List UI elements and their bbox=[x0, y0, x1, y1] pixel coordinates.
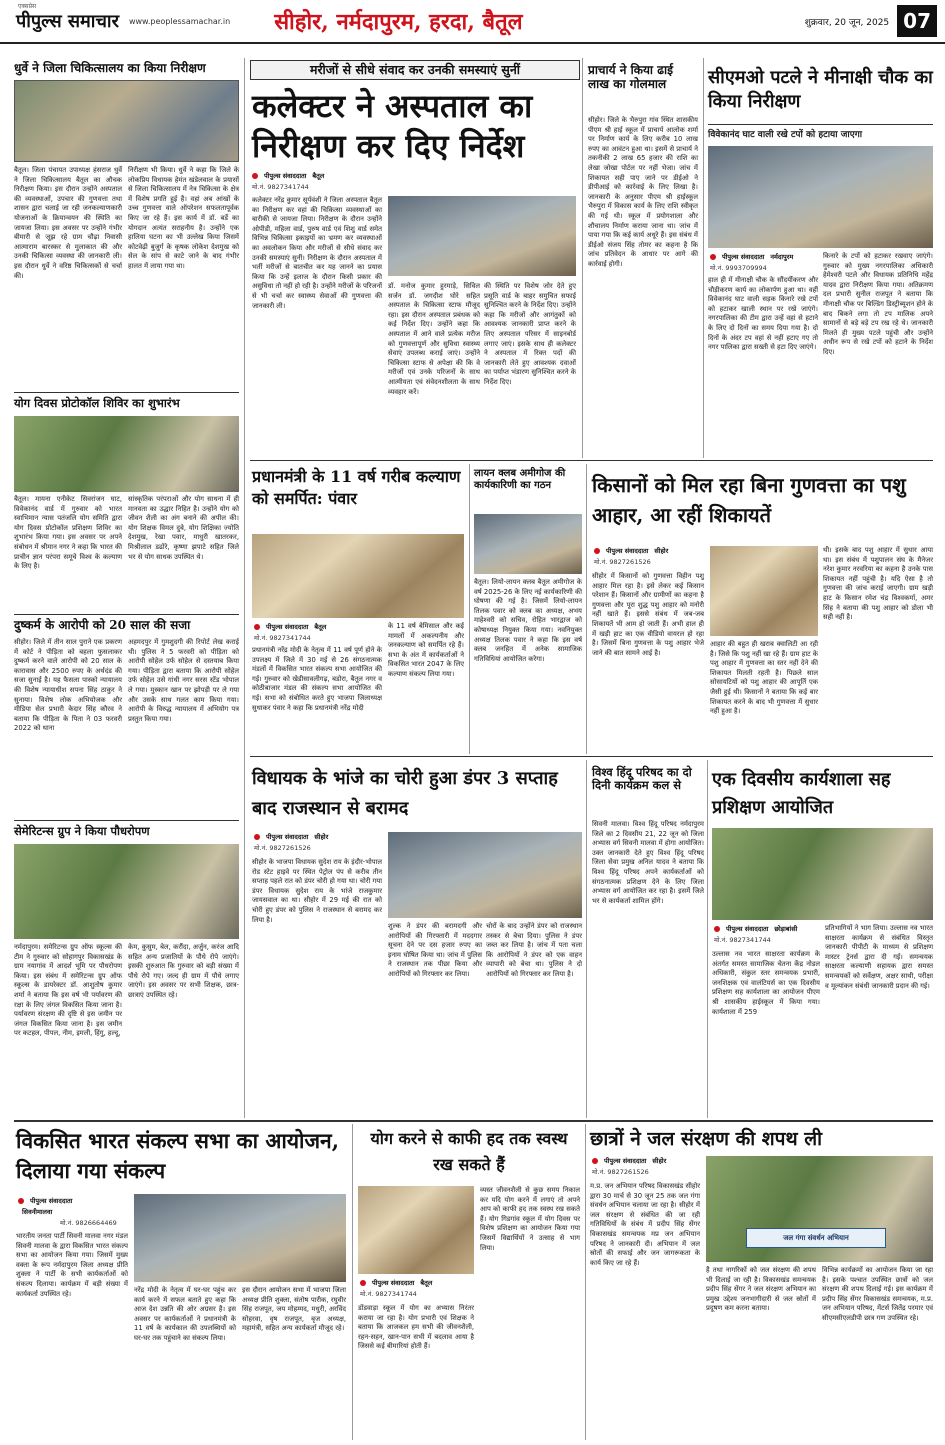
byline-name: पीपुल्स संवाददाता bbox=[372, 1279, 415, 1287]
cmo-byline bbox=[710, 252, 820, 261]
chhatra-byline bbox=[592, 1156, 702, 1165]
karyashala-photo bbox=[712, 828, 933, 920]
column-rule bbox=[703, 58, 704, 458]
karyashala-body: उल्लास नव भारत साक्षरता कार्यक्रम के अंतर्गत समस्त सामाजिक चेतना केंद्र नोडल अधिकारी, संकुल स्तर समन्वयक प्रभारी, जनशिक्षक एवं वालंटियर्स का एक दिवसीय प्रशिक्षण सह कार्यशाला का आयोजन पीएम श्री शासकीय हाईस्कूल में किया गया। कार्यशाला में 259 bbox=[712, 950, 823, 1016]
viksit-photo bbox=[134, 1194, 346, 1282]
collector-kicker: मरीजों से सीधे संवाद कर उनकी समस्याएं सुनीं bbox=[250, 60, 580, 80]
edition-cities: सीहोर, नर्मदापुरम, हरदा, बैतूल bbox=[274, 9, 523, 35]
byline-place: सीहोर bbox=[652, 1157, 667, 1165]
divider bbox=[14, 820, 239, 821]
yog-swasth-body-2: डोंडवाड़ा स्कूल में योग का अभ्यास निरंतर कराया जा रहा है। योग प्रभारी एवं शिक्षक ने बताया कि आजकल हम सभी की जीवनशैली, रहन-सहन, खान-पान सभी में बदलाव आया है जिससे कई बीमारियां होती हैं। bbox=[358, 1304, 477, 1351]
column-rule bbox=[582, 58, 583, 458]
yog-swasth-byline bbox=[360, 1278, 474, 1287]
kisan-byline bbox=[594, 546, 709, 555]
byline-place: बैतूल bbox=[312, 172, 325, 180]
column-rule bbox=[585, 1124, 586, 1440]
kisan-body-2: आहार की बहुत ही खराब क्वालिटी आ रही है। जिसे कि पशु नहीं खा रहे हैं। ग्राम हाट के पशु आहार में गुणवत्ता का स्तर नहीं देने की शिकायत मिलती रहती है। पिछले साल सोसायटियों को पशु आहार की आपूर्ति एक जैसी हुई थी। किसानों ने बताया कि कई बार शिकायत करने के बाद भी गुणवत्ता में सुधार नहीं हुआ है। bbox=[710, 640, 821, 716]
cmo-body-2: किनारे के टपों को हटाकर रखवाए जाएंगे। गुरुवार को मुख्य नगरपालिका अधिकारी हेमेश्वरी पटले और विधायक प्रतिनिधि महेंद्र यादव द्वारा निरीक्षण किया गया। अतिक्रमण दल प्रभारी सुनील राजपूत ने बताया कि मीनाक्षी चौक पर बिल्डिंग डिस्ट्रीब्यूशन होने के बाद बिकने लगा तो टप मालिक अपने सामानों से बड़े बड़े टप रख रहे थे। जानकारी मिलते ही मुख्य पटले पहुंची और उन्होंने अधीन रूप से रखे टपों को हटाने के निर्देश दिए। bbox=[823, 252, 936, 356]
plantation-photo bbox=[14, 844, 239, 939]
page-number: 07 bbox=[897, 5, 937, 37]
dhurve-body: बैतूल। जिला पंचायत उपाध्यक्ष हंसराज धुर्वे ने जिला चिकित्सालय बैतूल का औचक निरीक्षण किया। इस दौरान उन्होंने अस्पताल की व्यवस्थाओं, उपचार की गुणवत्ता तथा शासन द्वारा चलाई जा रही जनकल्याणकारी योजनाओं के क्रियान्वयन की स्थिति का जायजा लिया। इस अवसर पर उन्होंने गंभीर बीमारी से जूझ रहे ग्राम चौढ़ा निवासी आत्माराम बारस्कर से मुलाकात की और उनकी चिकित्सा व्यवस्था की जानकारी ली। इस दौरान धुर्वे ने वरिष्ठ चिकित्सकों से चर्चा की। bbox=[14, 166, 125, 280]
newspaper-logo: पीपुल्स समाचार bbox=[16, 11, 119, 32]
dhurve-headline: धुर्वे ने जिला चिकित्सालय का किया निरीक्षण bbox=[14, 61, 206, 75]
viksit-mobile: मो.नं. 9826664469 bbox=[60, 1219, 117, 1227]
vidhayak-headline: विधायक के भांजे का चोरी हुआ डंपर 3 सप्ताह बाद राजस्थान से बरामद bbox=[252, 768, 558, 819]
vidhayak-mobile: मो.नं. 9827261526 bbox=[254, 844, 311, 852]
cmo-body: हाल ही में मीनाक्षी चौक के सौंदर्यीकरण और चौड़ीकरण कार्य का लोकार्पण हुआ था। वहीं विवेकानंद घाट वाली सड़क किनारे रखे टपों को हटाकर खाली स्थान पर रखे जाएंगे। नगरपालिका की टीम द्वारा उन्हें वहां से हटाने के लिए दो दिनों का समय दिया गया है। दो दिनों के अंदर टप वहां से नहीं हटाए गए तो नगर पालिका द्वारा सख्ती से हटा दिए जाएंगे। bbox=[708, 276, 821, 352]
collector-mobile: मो.नं. 9827341744 bbox=[252, 183, 309, 191]
kisan-mobile: मो.नं. 9827261526 bbox=[594, 558, 651, 566]
jal-ganga-banner: जल गंगा संवर्धन अभियान bbox=[746, 1228, 886, 1248]
byline-name: पीपुल्स संवाददाता bbox=[726, 925, 769, 933]
byline-place: बैतूल bbox=[314, 623, 327, 631]
byline-name: पीपुल्स संवाददाता bbox=[266, 623, 309, 631]
issue-date: शुक्रवार, 20 जून, 2025 bbox=[804, 17, 890, 28]
column-rule bbox=[707, 760, 708, 1118]
byline-place: नर्मदापुरम bbox=[770, 253, 794, 261]
karyashala-mobile: मो.नं. 9827341744 bbox=[714, 936, 771, 944]
collector-body-2: डॉ. मनोज कुमार हुरमाड़े, सिविल सर्जन डॉ. जगदीश घोरे सहित अस्पताल के चिकित्सा स्टाफ मौजूद रहा। इस दौरान अस्पताल प्रबंधक को कई निर्देश दिए। उन्होंने कहा कि अस्पताल में आने वाले प्रत्येक मरीज को गुणवत्तापूर्ण और सुविधा स्वास्थ्य सेवाएं उपलब्ध कराई जाएं। उन्होंने चिकित्सा स्टाफ से अपेक्षा की कि वे मरीजों एवं उनके परिजनों के साथ आत्मीयता एवं संवेदनशीलता के साथ व्यवहार करें। bbox=[388, 282, 483, 396]
yoga-students-photo bbox=[358, 1186, 474, 1274]
masthead-tagline: एक्सप्रेस bbox=[18, 3, 37, 10]
vidhayak-byline bbox=[254, 832, 384, 841]
karyashala-headline: एक दिवसीय कार्यशाला सह प्रशिक्षण आयोजित bbox=[712, 769, 891, 818]
chhatra-body: म.प्र. जन अभियान परिषद विकासखंड सीहोर द्वारा 30 मार्च से 30 जून 25 तक जल गंगा संवर्धन अभियान चलाया जा रहा है। सीहोर में जल संरक्षण से संबंधित की जा रही गतिविधियों के संबंध में प्रदीप सिंह सेंगर विकासखंड समन्वयक मप्र जन अभियान परिषद ने जानकारी दी। अभियान में जल स्रोतों की सफाई और जन जागरूकता के कार्य किए जा रहे हैं। bbox=[590, 1182, 703, 1267]
pradhanmantri-mobile: मो.नं. 9827341744 bbox=[254, 634, 311, 642]
vhp-body: सिवनी मालवा। विश्व हिंदू परिषद नर्मदापुरम जिले का 2 दिवसीय 21, 22 जून को जिला अभ्यास वर्ग सिवनी मालवा में होगा आयोजित। उक्त जानकारी देते हुए विश्व हिंदू परिषद जिला सेवा प्रमुख अनिल यादव ने बताया कि विश्व हिंदू परिषद अपने कार्यकर्ताओं को संगठनात्मक प्रशिक्षण देने के लिए जिला अभ्यास वर्ग आयोजित कर रहा है। इसमें जिले भर से कार्यकर्ता शामिल होंगे। bbox=[592, 820, 707, 905]
dushkarm-body-2: अहमदपुर में गुमशुदगी की रिपोर्ट लेख कराई थी। पुलिस ने 5 फरवरी को पीड़िता को आरोपी सोहेल उर्फ सोहेल से दस्तयाब किया गया। पीड़िता द्वारा बताया कि आरोपी सोहेल उर्फ सोहेल उसे गांधी नगर सरस स्टेंड भोपाल ले गया। मुस्कान खान पर झोपड़ी पर ले गया और उसके साथ गलत काम किया गया। आरोपी के विरुद्ध न्यायालय में अभियोग पत्र प्रस्तुत किया गया। bbox=[128, 638, 242, 723]
lions-photo bbox=[474, 514, 582, 574]
divider bbox=[250, 756, 933, 757]
column-rule bbox=[469, 464, 470, 754]
viksit-body: भारतीय जनता पार्टी सिवनी मालवा नगर मंडल सिवनी मालवा के द्वारा विकसित भारत संकल्प सभा का आयोजन किया गया। जिसमें मुख्य वक्ता के रूप नर्मदापुरम जिला अध्यक्ष प्रीति शुक्ला ने पार्टी के सभी कार्यकर्ताओं को संकल्प दिलाया। कार्यक्रम में बड़ी संख्या में कार्यकर्ता उपस्थित रहे। bbox=[16, 1232, 131, 1298]
viksit-body-2: नरेंद्र मोदी के नेतृत्व में घर-घर पहुंच कर कार्य करने में सफल बताते हुए कहा कि आज देश उन्नति की ओर अग्रसर है। इस अवसर पर कार्यकर्ताओं ने प्रधानमंत्री के 11 वर्ष के कार्यकाल की उपलब्धियों को घर-घर तक पहुंचाने का संकल्प लिया। bbox=[134, 1286, 239, 1342]
viksit-body-3: इस दौरान आयोजन सभा में भाजपा जिला अध्यक्ष प्रीति शुक्ला, संतोष पारीक, रघुवीर सिंह राजपूत, जय मोहम्मद, मधुरी, अरविंद सोहरवा, वृष राजपूत, बृज अध्यक्ष, महामंत्री, सहित अन्य कार्यकर्ता मौजूद रहे। bbox=[242, 1286, 349, 1333]
cmo-mobile: मो.नं. 9993709994 bbox=[710, 264, 767, 272]
dushkarm-body: सीहोर। जिले में तीन साल पुराने एक प्रकरण में कोर्ट ने पीड़िता को बहला फुसलाकर दुष्कर्म करने वाले आरोपी को 20 साल के कारावास और 2500 रुपए के अर्थदंड की सजा सुनाई है। यह फैसला पास्को न्यायालय की विशेष न्यायाधीश सपना सिंह ठाकुर ने सुनाया। विशेष लोक अभियोजक और मीडिया सेल प्रभारी केदार सिंह कौरव ने बताया कि पीड़िता के पिता ने 03 फरवरी 2022 को थाना bbox=[14, 638, 125, 733]
yoga-shivir-headline: योग दिवस प्रोटोकॉल शिविर का शुभारंभ bbox=[14, 396, 180, 410]
lions-headline: लायन क्लब अमीगोज की कार्यकारिणी का गठन bbox=[474, 468, 566, 491]
masthead bbox=[0, 0, 945, 44]
cmo-photo bbox=[708, 146, 933, 248]
collector-photo bbox=[388, 196, 576, 276]
yoga-shivir-photo bbox=[14, 416, 239, 492]
kisan-headline: किसानों को मिल रहा बिना गुणवत्ता का पशु आहार, आ रहीं शिकायतें bbox=[592, 473, 906, 527]
karyashala-body-2: प्रतिभागियों ने भाग लिया। उल्लास नव भारत साक्षरता कार्यक्रम से संबंधित विस्तृत जानकारी पीपीटी के माध्यम से प्रशिक्षण मास्टर ट्रेनर्स द्वारा दी गई। समन्वयक साक्षरता कल्याणी सहायक द्वारा समस्त समन्वयकों को सर्वेक्षण, अक्षर साथी, परीक्षा व मूल्यांकन संबंधी जानकारी प्रदान की गई। bbox=[825, 924, 936, 990]
pradhanmantri-byline bbox=[254, 622, 374, 631]
location-pin-icon bbox=[714, 926, 720, 932]
chhatra-mobile: मो.नं. 9827261526 bbox=[592, 1168, 649, 1176]
collector-body-3: की स्थिति पर विशेष जोर देते हुए प्रसूति वार्ड के बाहर समुचित सफाई सुनिश्चित करने के निर्देश दिए। उन्होंने कहा कि मरीजों और आगंतुकों को आवश्यक जानकारी प्राप्त करने के लिए अस्पताल परिसर में साइनबोर्ड लगाए जाएं। इसके साथ ही कलेक्टर ने अस्पताल में रिक्त पदों की जानकारी लेते हुए आवश्यक दवाओं का पर्याप्त भंडारण सुनिश्चित करने के निर्देश दिए। bbox=[484, 282, 579, 386]
byline-name: पीपुल्स संवाददाता bbox=[30, 1197, 73, 1205]
vidhayak-body-2: शुल्क ने डंपर की बरामदगी और आरोपियों की गिरफ्तारी में मददगार सूचना देने पर दस हजार रुपए का इनाम घोषित किया था। जांच में पुलिस ने राजस्थान तक पीछा किया और आरोपियों को गिरफ्तार कर लिया। bbox=[388, 922, 485, 978]
byline-place: सीहोर bbox=[654, 547, 669, 555]
cmo-headline: सीएमओ पटले ने मीनाक्षी चौक का किया निरीक्षण bbox=[708, 67, 933, 112]
location-pin-icon bbox=[710, 254, 716, 260]
byline-name: पीपुल्स संवाददाता bbox=[604, 1157, 647, 1165]
kisan-body: सीहोर में किसानों को गुणवत्ता विहीन पशु आहार मिल रहा है। इसे लेकर कई किसान परेशान हैं। किसानों और ग्रामीणों का कहना है गुणवत्ता और पूरा शुद्ध पशु आहार को मनोरी नहीं खाते हैं। इससे संबंध में जब-जब शिकायतें भी आम हो जाती हैं। अभी हाल ही में खड़ी हाट का एक वीडियो वायरल हो रहा है। जिसमें बिना गुणवत्ता के पशु आहार भेजे जाने की बात सामने आई है। bbox=[592, 572, 707, 657]
karyashala-byline bbox=[714, 924, 822, 933]
byline-place: सीहोर bbox=[314, 833, 329, 841]
chhatra-body-3: विभिन्न कार्यक्रमों का आयोजन किया जा रहा है। इसके पश्चात उपस्थित छात्रों को जल संरक्षण की शपथ दिलाई गई। इस कार्यक्रम में प्रदीप सिंह सेंगर विकासखंड समन्वयक, म.प्र. जन अभियान परिषद, मेंटर्स जितेंद्र परमार एवं सीएमसीएलडीपी छात्र गण उपस्थित रहे। bbox=[822, 1266, 936, 1322]
chhatra-body-2: है तथा नागरिकों को जल संरक्षण की शपथ भी दिलाई जा रही है। विकासखंड समन्वयक प्रदीप सिंह सेंगर ने जल संरक्षण अभियान का प्रमुख उद्देश्य जनभागीदारी से जल स्रोतों में प्रदूषण कम करना बताया। bbox=[706, 1266, 819, 1313]
byline-name: पीपुल्स संवाददाता bbox=[606, 547, 649, 555]
chhatra-photo bbox=[706, 1156, 933, 1262]
cmo-subhead: विवेकानंद घाट वाली रखे टपों को हटाया जाएगा bbox=[708, 124, 933, 140]
vidhayak-photo bbox=[388, 832, 582, 918]
location-pin-icon bbox=[254, 624, 260, 630]
byline-place: छोड़ाबांसी bbox=[774, 925, 798, 933]
pradhanmantri-headline: प्रधानमंत्री के 11 वर्ष गरीब कल्याण को समर्पित: पंवार bbox=[252, 467, 461, 508]
website-url: www.peoplessamachar.in bbox=[128, 16, 231, 26]
location-pin-icon bbox=[254, 834, 260, 840]
kisan-body-3: थी। इसके बाद पशु आहार में सुधार आया था। इस संबंध में पशुपालन संघ के मैनेजर नरेश कुमार नरवरिया का कहना है उनके पास शिकायत नहीं पहुंची है। यदि ऐसा है तो गुणवत्ता की जांच कराई जाएगी। ग्राम खड़ी हाट के किसान रमेश चंद्र विश्वकर्मा, अमर सिंह ने बताया की पशु आहार को डोला भी सही नहीं है। bbox=[823, 546, 936, 622]
cattle-feed-photo bbox=[710, 546, 818, 636]
pradhanmantri-photo bbox=[252, 534, 464, 618]
divider bbox=[250, 460, 933, 461]
byline-name: पीपुल्स संवाददाता bbox=[722, 253, 765, 261]
yog-swasth-mobile: मो.नं. 9827341744 bbox=[360, 1290, 417, 1298]
vhp-headline: विश्व हिंदू परिषद का दो दिनी कार्यक्रम कल से bbox=[592, 765, 692, 793]
column-rule bbox=[586, 464, 587, 754]
yoga-shivir-body: बैतूल। मायना एनीकेट सिवरांजन घाट, विवेकानंद वार्ड में गुरुवार को भारत स्वाभिमान न्यास पतंजलि योग समिति द्वारा योग दिवस प्रोटोकॉल प्रशिक्षण शिविर का शुभारंभ किया गया। इस अवसर पर अपने संबोधन में श्रीमान नगर ने कहा कि भारत की प्राचीन ज्ञान परंपरा समूचे विश्व के कल्याण के लिए है। bbox=[14, 495, 125, 571]
collector-byline bbox=[252, 171, 392, 180]
collector-body: कलेक्टर नरेंद्र कुमार सूर्यवंशी ने जिला अस्पताल बैतूल का निरीक्षण कर वहां की चिकित्सा व्यवस्थाओं का बारीकी से जायजा लिया। निरीक्षण के दौरान उन्होंने ओपीडी, महिला वार्ड, पुरुष वार्ड एवं शिशु वार्ड समेत विभिन्न चिकित्सा इकाइयों का भ्रमण कर व्यवस्थाओं का अवलोकन किया और मरीजों से सीधे संवाद कर उनकी समस्याएं सुनीं। निरीक्षण के दौरान अस्पताल में भर्ती मरीजों से बातचीत कर यह जानने का प्रयास किया कि उन्हें इलाज के दौरान किसी प्रकार की असुविधा तो नहीं हो रही है। उन्होंने मरीजों के परिजनों से भी चर्चा कर स्वास्थ्य सेवाओं की गुणवत्ता की जानकारी ली। bbox=[252, 196, 385, 310]
column-rule bbox=[244, 58, 245, 1118]
symbiotics-body-2: केम, कुसुम, बेल, करौंदा, अर्जुन, करंज आदि सहित अन्य प्रजातियों के पौधे रोपे जाएंगे। इसकी शुरुआत कि गुरुवार को बड़ी संख्या में पौधे रोपे गए। जल्द ही ग्राम में पौधे लगाए जाएंगे। इस अवसर पर सभी शिक्षक, छात्र-छात्राएं उपस्थित रहे। bbox=[128, 943, 242, 999]
pradhanmantri-body-2: के 11 वर्ष बेमिसाल और कई मामलों में अकल्पनीय और जनकल्याण को समर्पित रहे हैं। सभा के अंत में कार्यकर्ताओं ने विकसित भारत 2047 के लिए कल्याण संकल्प लिया गया। bbox=[388, 622, 467, 678]
symbiotics-headline: सेमेरिटन्स ग्रुप ने किया पौधरोपण bbox=[14, 824, 150, 838]
pracharya-body: सीहोर। जिले के भैरुपुरा गांव स्थित शासकीय पीएम श्री हाई स्कूल में प्राचार्य आलोक शर्मा पर निर्माण कार्य के लिए करीब 10 लाख रुपए का आवंटन हुआ था। इसमें से प्राचार्य ने तकनीकी 2 लाख 65 हजार की राशि का लेखा जोखा पोर्टल पर नहीं भेजा। जांच में शिकायत सही पाए जाने पर डीईओ ने डीपीआई को कार्रवाई के लिए लिखा है। जानकारी के अनुसार पीएम श्री हाईस्कूल भैरुपुरा में विकास कार्य के लिए राशि स्वीकृत की गई थी। स्कूल में प्रयोगशाला और शौचालय निर्माण कराया जाना था। जांच में पाया गया कि कई कार्य अधूरे हैं। इस संबंध में डीईओ संजय सिंह तोमर का कहना है कि जांच प्रतिवेदन के आधार पर आगे की कार्रवाई होगी। bbox=[588, 116, 701, 268]
yoga-shivir-body-2: सांस्कृतिक परंपराओं और योग साधना में ही मानवता का उद्धार निहित है। उन्होंने योग को जीवन शैली का अंग बनाने की अपील की। योग शिक्षक विमल दुबे, योग शिक्षिका ज्योति देशमुख, रेखा पवार, माधुरी खातरकर, मिश्रीलाल डढोरे, कृष्णा झपाटे सहित जिले भर से योग साधक उपस्थित थे। bbox=[128, 495, 242, 561]
byline-name: पीपुल्स संवाददाता bbox=[264, 172, 307, 180]
byline-name: पीपुल्स संवाददाता bbox=[266, 833, 309, 841]
dhurve-photo bbox=[14, 80, 239, 162]
viksit-place: सिवनीमालवा bbox=[22, 1208, 53, 1216]
location-pin-icon bbox=[252, 173, 258, 179]
divider bbox=[14, 392, 239, 393]
viksit-headline: विकसित भारत संकल्प सभा का आयोजन, दिलाया गया संकल्प bbox=[16, 1128, 340, 1183]
yog-swasth-body: व्यस्त जीवनशैली से कुछ समय निकाल कर यदि योग करने में लगाएं तो अपने आप को काफी हद तक स्वस्थ रख सकते हैं। योग गिडगांव स्कूल में योग दिवस पर विशेष प्रशिक्षण का आयोजन किया गया जिसमें विद्यार्थियों ने उत्साह से भाग लिया। bbox=[480, 1186, 583, 1252]
vidhayak-body: सीहोर के भाजपा विधायक सुदेश राय के इंदौर-भोपाल रोड स्टेट हाइवे पर स्थित पेट्रोल पंप से करीब तीन सप्ताह पहले रात को डंपर चोरी हो गया था। चोरी गया डंपर विधायक सुदेश राय के भांजे राजकुमार जायसवाल का था। सीहोर में 29 मई की रात को चोरी हुए डंपर को पुलिस ने राजस्थान से बरामद कर लिया है। bbox=[252, 858, 385, 924]
chhatra-headline: छात्रों ने जल संरक्षण की शपथ ली bbox=[590, 1128, 823, 1150]
divider bbox=[14, 1120, 933, 1122]
lions-body: बैतूल। लियो-लायन क्लब बैतूल अमीगोज के वर्ष 2025-26 के लिए नई कार्यकारिणी की घोषणा की गई है। जिसमें लियो-लायन तिलक पवार को क्लब का अध्यक्ष, अभय माहेश्वरी को सचिव, रोहित भारद्वाज को कोषाध्यक्ष नियुक्त किया गया। नवनियुक्त अध्यक्ष तिलक पवार ने कहा कि इस वर्ष क्लब जनहित में अनेक सामाजिक गतिविधियां आयोजित करेगा। bbox=[474, 578, 585, 663]
location-pin-icon bbox=[592, 1158, 598, 1164]
viksit-byline bbox=[18, 1196, 128, 1205]
dhurve-body-2: निरीक्षण भी किया। धुर्वे ने कहा कि जिले के लोकप्रिय विधायक हेमंत खंडेलवाल के प्रयासों से जिला चिकित्सालय में नेत्र चिकित्सा के क्षेत्र में विशेष प्रगति हुई है। वहां अब आंखों के उच्च गुणवत्ता वाले ऑपरेशन सफलतापूर्वक किए जा रहे हैं। इस कार्य में डॉ. बर्डे का योगदान अत्यंत सराहनीय है। उन्होंने एक हालिया घटना का भी उल्लेख किया जिसमें कोटवेढ़ी बुजुर्ग के कृषक लोकेश देशमुख को सेल के सांप से काटे जाने के बाद गंभीर हालत में लाया गया था। bbox=[128, 166, 242, 270]
byline-place: बैतूल bbox=[420, 1279, 433, 1287]
column-rule bbox=[352, 1124, 353, 1440]
location-pin-icon bbox=[360, 1280, 366, 1286]
location-pin-icon bbox=[594, 548, 600, 554]
vidhayak-body-3: चोरों के बाद उन्होंने डंपर को राजस्थान तस्कर से बेचा दिया। पुलिस ने डंपर जब्त कर लिया है। जांच में पता चला कि आरोपियों ने डंपर को एक वाहन व्यापारी को बेचा था। पुलिस ने दो आरोपियों को गिरफ्तार कर लिया है। bbox=[486, 922, 585, 978]
pracharya-headline: प्राचार्य ने किया ढाई लाख का गोलमाल bbox=[588, 63, 673, 91]
pradhanmantri-body: प्रधानमंत्री नरेंद्र मोदी के नेतृत्व में 11 वर्ष पूर्ण होने के उपलक्ष्य में जिले में 30 मई से 26 संगठनात्मक मंडलों में विकसित भारत संकल्प सभा आयोजित की गई। गुरुवार को खेडीसावलीगढ़, बडोरा, बैतूल नगर व कोठीबाजार मंडल की संकल्प सभा आयोजित की गई। सभा को संबोधित करते हुए भाजपा जिलाध्यक्ष सुधाकर पंवार ने कहा कि प्रधानमंत्री नरेंद्र मोदी bbox=[252, 646, 385, 712]
yog-swasth-headline: योग करने से काफी हद तक स्वस्थ रख सकते हैं bbox=[370, 1129, 568, 1174]
dushkarm-headline: दुष्कर्म के आरोपी को 20 साल की सजा bbox=[14, 618, 191, 632]
collector-headline: कलेक्टर ने अस्पताल का निरीक्षण कर दिए निर्देश bbox=[252, 87, 533, 165]
location-pin-icon bbox=[18, 1198, 24, 1204]
column-rule bbox=[586, 760, 587, 1118]
divider bbox=[14, 614, 239, 615]
symbiotics-body: नर्मदापुरम। समेरिटन्स ग्रुप ऑफ स्कूल्स की टीम ने गुरुवार को सोहागपुर विकासखंड के ग्राम नयागांव में आदर्श भूमि पर पौधरोपण किया। इस संबंध में समेरिटन्स ग्रुप ऑफ स्कूल्स के डायरेक्टर डॉ. आशुतोष कुमार शर्मा ने बताया कि इस वर्ष भी पर्यावरण की रक्षा के लिए जंगल विकसित किया जाना है। पर्यावरण संरक्षण की दृष्टि से इस जमीन पर जंगल विकसित किया जाना है। इस जमीन पर कटहल, पीपल, नीम, इमली, हिंगु, हल्दू, bbox=[14, 943, 125, 1038]
